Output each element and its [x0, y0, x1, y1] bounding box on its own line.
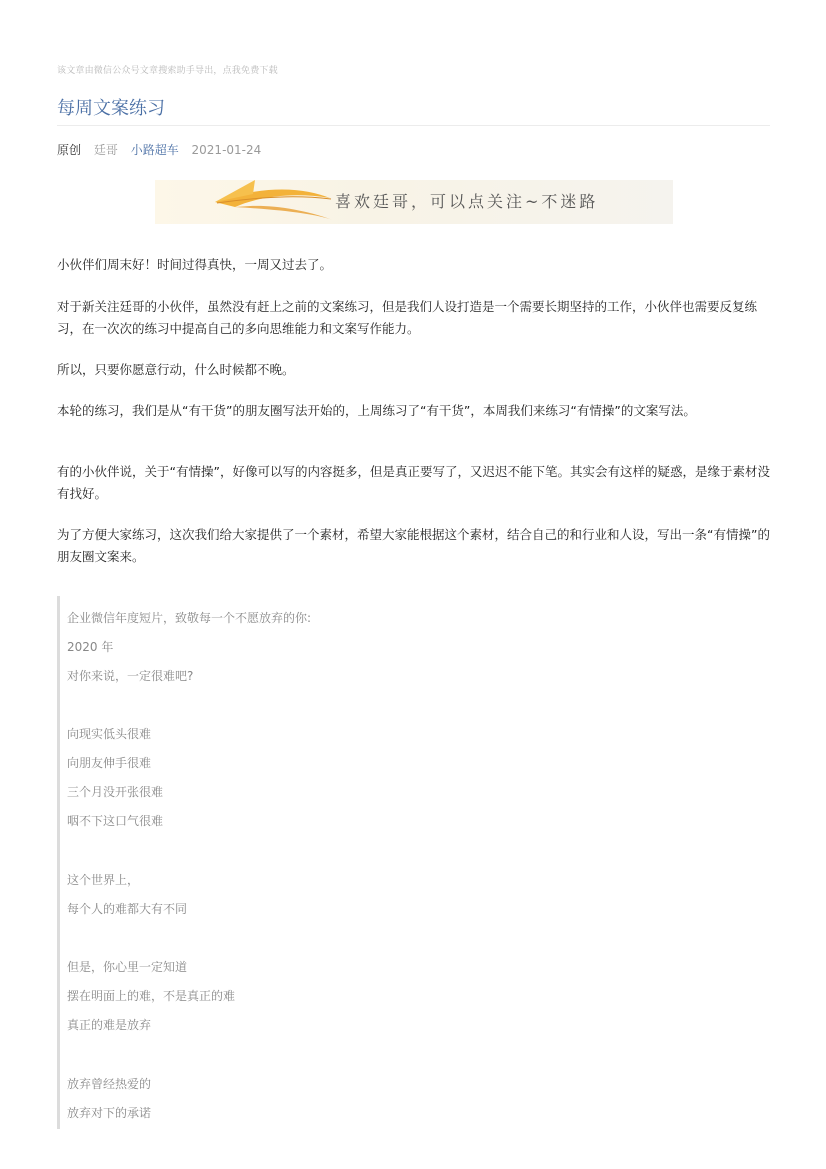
quote-line: 对你来说，一定很难吧? — [67, 669, 194, 683]
quote-line: 向朋友伸手很难 — [67, 756, 152, 770]
paragraph: 为了方便大家练习，这次我们给大家提供了一个素材，希望大家能根据这个素材，结合自己的和行业和人设，写出一条“有情操”的朋友圈文案来。 — [57, 527, 770, 564]
blockquote-bar — [57, 596, 60, 1129]
author-name: 廷哥 — [93, 143, 118, 157]
quote-line: 真正的难是放弃 — [67, 1018, 152, 1032]
follow-banner — [155, 180, 673, 224]
original-label: 原创 — [57, 143, 82, 157]
quote-line: 三个月没开张很难 — [67, 785, 164, 799]
quote-line: 但是，你心里一定知道 — [67, 960, 188, 974]
paragraph: 有的小伙伴说，关于“有情操”，好像可以写的内容挺多，但是真正要写了，又迟迟不能下笔。其实会有这样的疑惑，是缘于素材没有找好。 — [57, 464, 770, 501]
article-meta — [57, 141, 270, 158]
paragraph: 小伙伴们周末好！时间过得真快，一周又过去了。 — [57, 257, 333, 272]
quote-line: 咽不下这口气很难 — [67, 814, 164, 828]
quote-line: 放弃对下的承诺 — [67, 1106, 152, 1120]
paragraph: 本轮的练习，我们是从“有干货”的朋友圈写法开始的，上周练习了“有干货”，本周我们来练习“有情操”的文案写法。 — [57, 403, 696, 418]
article-title: 每周文案练习 — [57, 98, 165, 119]
quote-line: 每个人的难都大有不同 — [67, 902, 188, 916]
title-divider — [57, 125, 770, 126]
publish-date: 2021-01-24 — [191, 143, 262, 157]
quote-line: 这个世界上， — [67, 873, 140, 887]
quote-line: 放弃曾经热爱的 — [67, 1077, 152, 1091]
export-notice-link[interactable]: 该文章由微信公众号文章搜索助手导出，点我免费下载 — [57, 66, 278, 76]
quote-line: 2020 年 — [67, 640, 114, 654]
quote-line: 企业微信年度短片，致敬每一个不愿放弃的你: — [67, 611, 312, 625]
paragraph: 对于新关注廷哥的小伙伴，虽然没有赶上之前的文案练习，但是我们人设打造是一个需要长期坚持的工作，小伙伴也需要反复练习，在一次次的练习中提高自己的多向思维能力和文案写作能力。 — [57, 299, 758, 336]
banner-caption: 喜欢廷哥，可以点关注~不迷路 — [335, 192, 599, 211]
paragraph: 所以，只要你愿意行动，什么时候都不晚。 — [57, 362, 295, 377]
quote-line: 摆在明面上的难，不是真正的难 — [67, 989, 236, 1003]
account-link[interactable]: 小路超车 — [130, 143, 179, 157]
quote-line: 向现实低头很难 — [67, 727, 152, 741]
